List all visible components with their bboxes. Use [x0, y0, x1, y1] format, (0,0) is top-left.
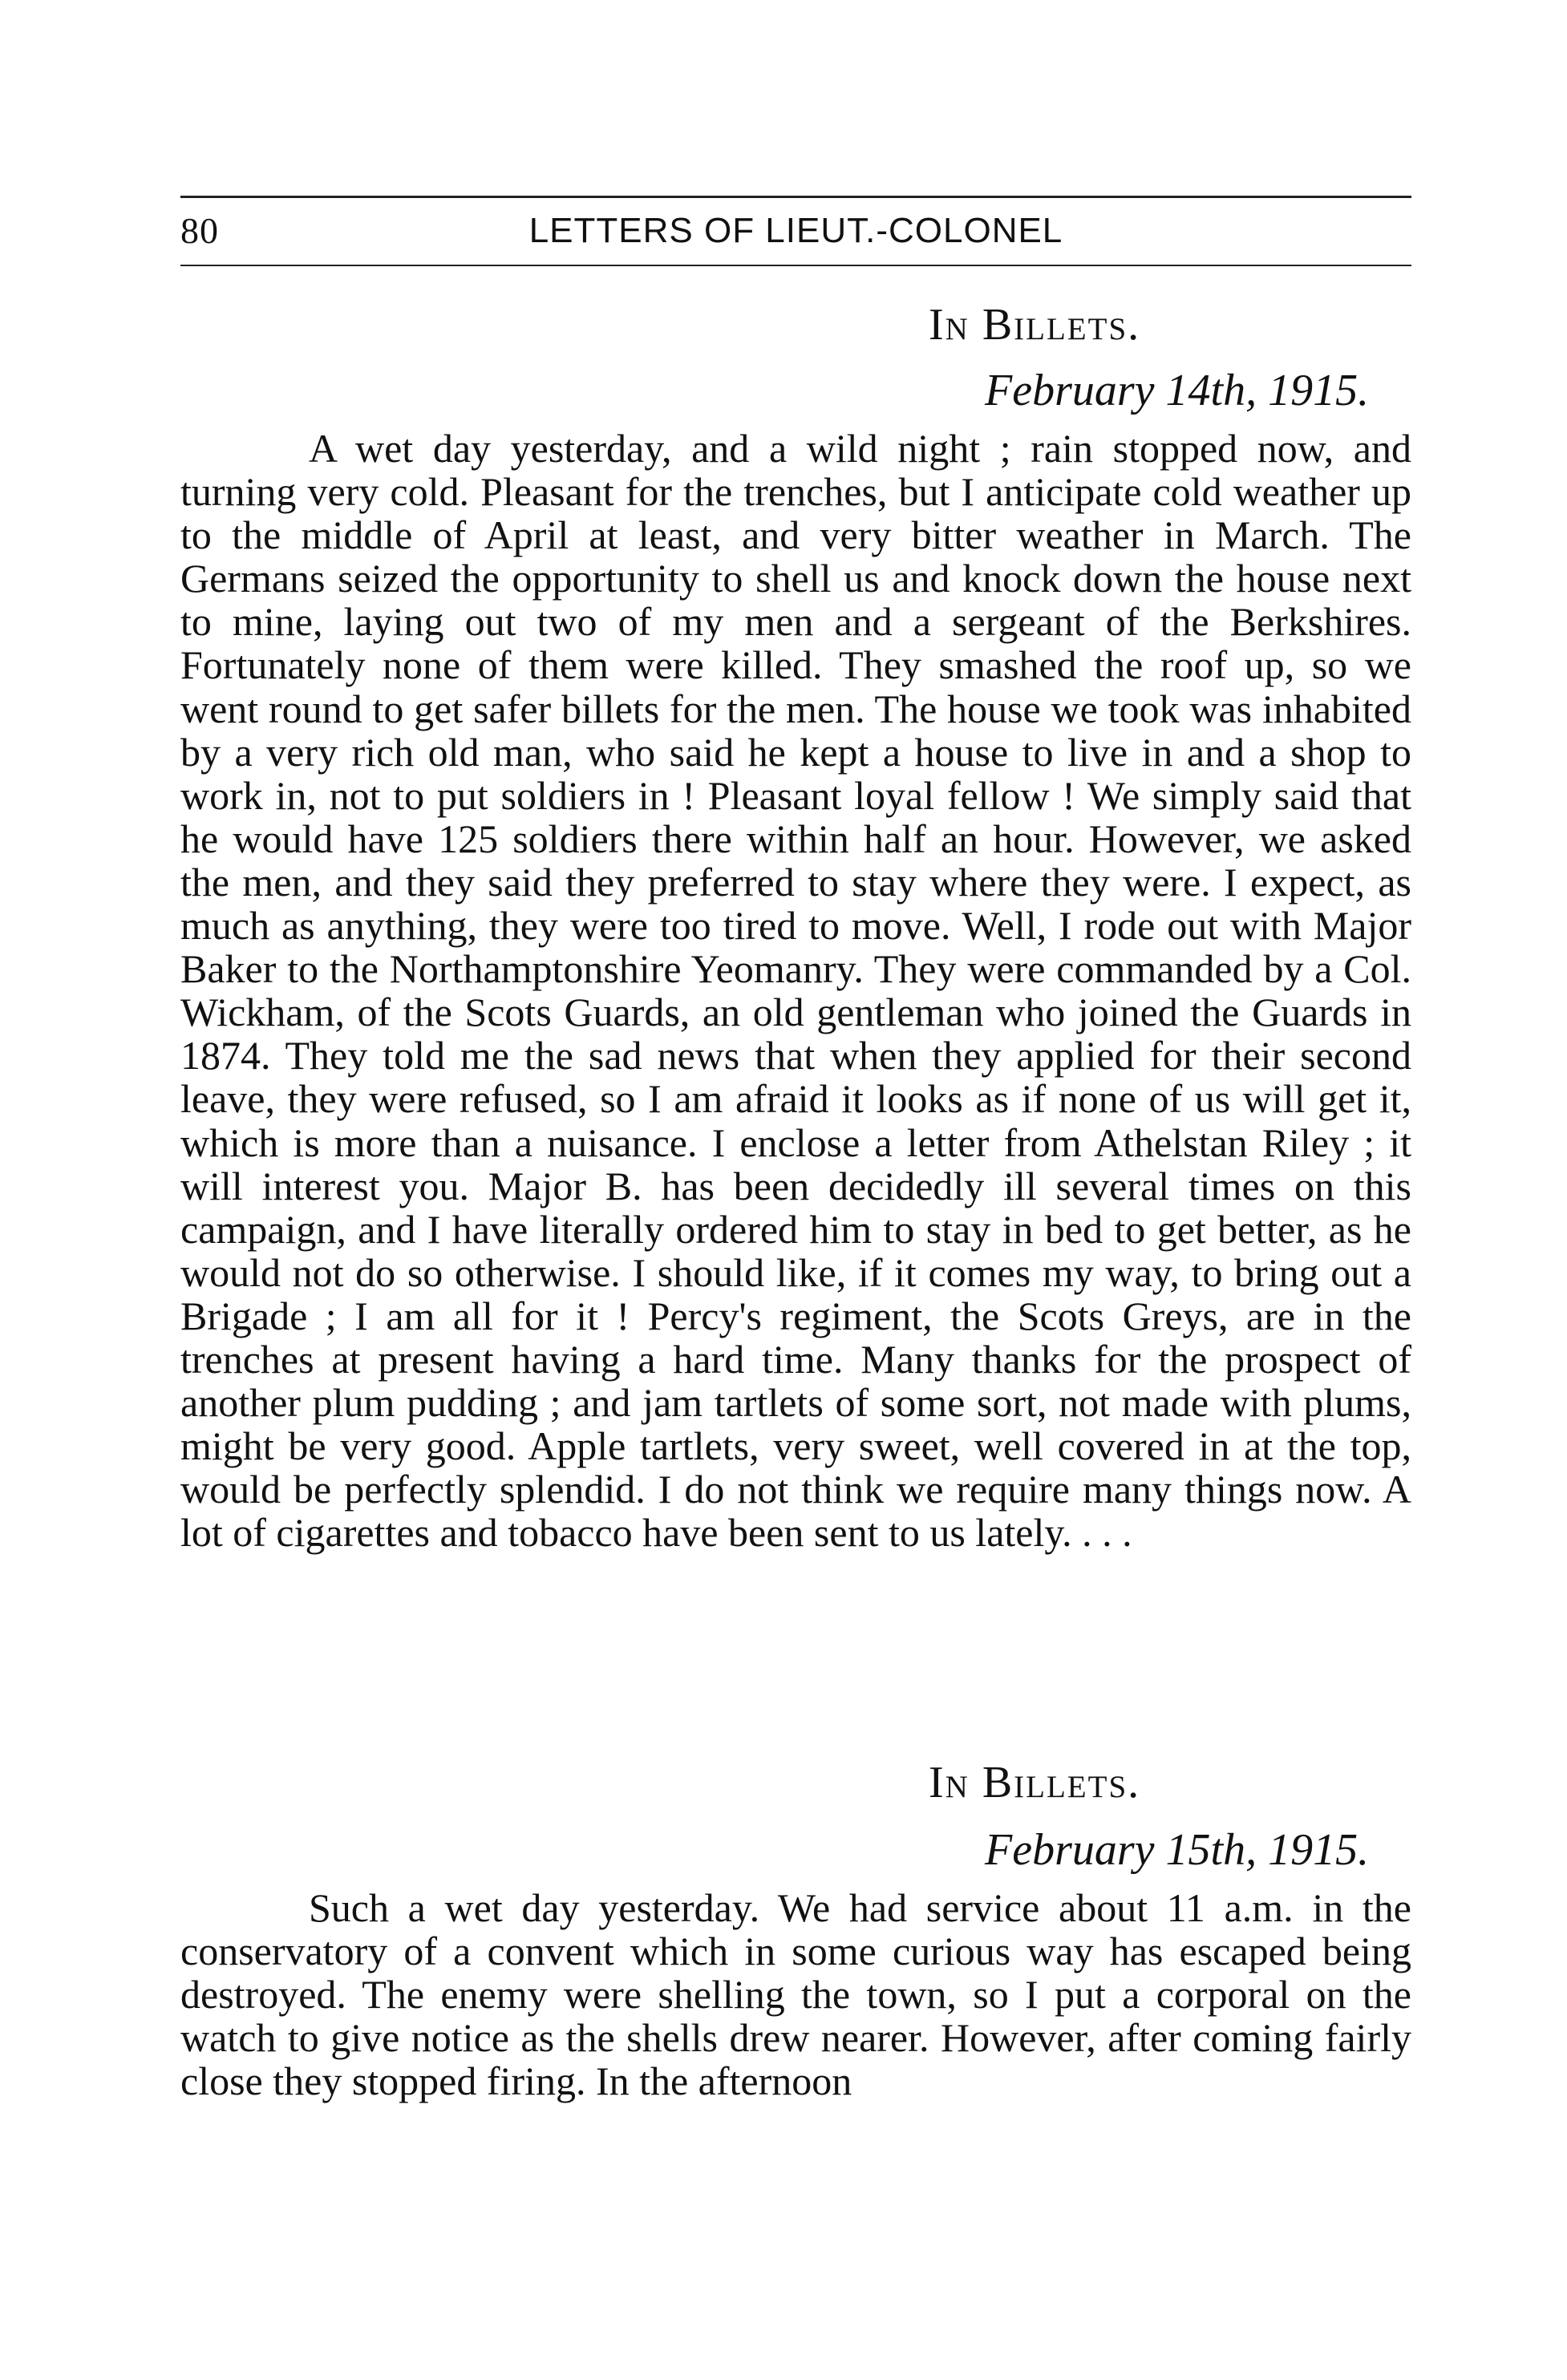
- header-rule-top: [180, 196, 1411, 198]
- letter-2-paragraph: Such a wet day yesterday. We had service about 11 a.m. in the conservatory of a convent which in some curious way has escaped being destroyed. The enemy were shelling the town, so I put a corporal on the watch to give notice as the shells drew nearer. However, after coming fairly close they stopped firing. In the afternoon: [180, 1885, 1411, 2104]
- page-number: 80: [180, 210, 219, 251]
- running-head: [180, 207, 1411, 255]
- letter-1-date: February 14th, 1915.: [985, 366, 1370, 415]
- running-head-title: LETTERS OF LIEUT.-COLONEL: [528, 211, 1063, 250]
- letter-1-body: [180, 427, 1411, 1554]
- letter-1-place: In Billets.: [929, 300, 1141, 350]
- letter-2-place: In Billets.: [929, 1758, 1141, 1807]
- letter-2-date: February 15th, 1915.: [985, 1825, 1370, 1875]
- letter-1-paragraph: A wet day yesterday, and a wild night ; rain stopped now, and turning very cold. Pleasant for the trenches, but I anticipate cold weather up to the middle of April at least, and very bitter weather in March. The Germans seized the opportunity to shell us and knock down the house next to mine, laying out two of my men and a sergeant of the Berkshires. Fortunately none of them were killed. They smashed the roof up, so we went round to get safer billets for the men. The house we took was inhabited by a very rich old man, who said he kept a house to live in and a shop to work in, not to put soldiers in ! Pleasant loyal fellow ! We simply said that he would have 125 soldiers there within half an hour. However, we asked the men, and they said they preferred to stay where they were. I expect, as much as anything, they were too tired to move. Well, I rode out with Major Baker to the Northamptonshire Yeomanry. They were commanded by a Col. Wickham, of the Scots Guards, an old gentleman who joined the Guards in 1874. They told me the sad news that when they applied for their second leave, they were refused, so I am afraid it looks as if none of us will get it, which is more than a nuisance. I enclose a letter from Athelstan Riley ; it will interest you. Major B. has been decidedly ill several times on this campaign, and I have literally ordered him to stay in bed to get better, as he would not do so otherwise. I should like, if it comes my way, to bring out a Brigade ; I am all for it ! Percy's regiment, the Scots Greys, are in the trenches at present having a hard time. Many thanks for the prospect of another plum pudding ; and jam tartlets of some sort, not made with plums, might be very good. Apple tartlets, very sweet, well covered in at the top, would be perfectly splendid. I do not think we require many things now. A lot of cigarettes and tobacco have been sent to us lately. . . .: [180, 426, 1411, 1556]
- header-rule-bottom: [180, 265, 1411, 266]
- letter-2-body: [180, 1886, 1411, 2103]
